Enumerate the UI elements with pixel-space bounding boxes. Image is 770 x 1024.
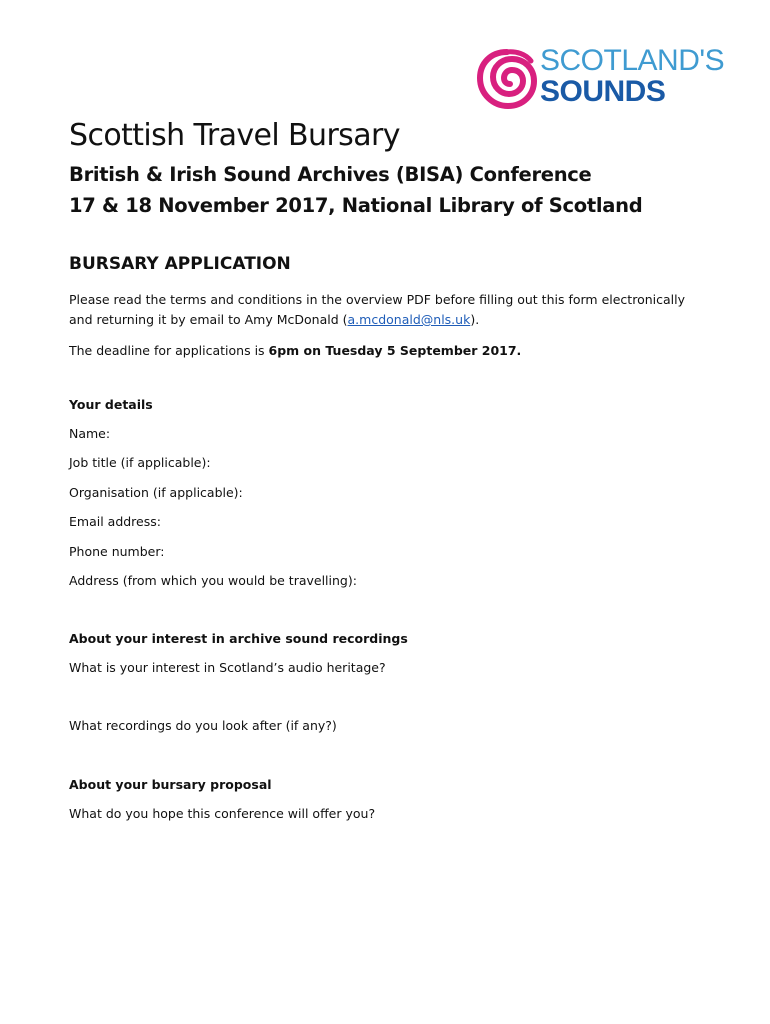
spiral-swirl-icon: [476, 44, 538, 110]
deadline-value: 6pm on Tuesday 5 September 2017.: [268, 343, 522, 358]
logo-text-sounds: SOUNDS: [540, 75, 666, 108]
document-title: Scottish Travel Bursary: [69, 118, 400, 153]
section-heading-bursary-application: BURSARY APPLICATION: [69, 254, 291, 274]
field-label-email: Email address:: [69, 514, 161, 529]
heading-proposal: About your bursary proposal: [69, 777, 272, 792]
field-label-name: Name:: [69, 426, 111, 441]
conference-date-venue: 17 & 18 November 2017, National Library of Scotland: [69, 194, 643, 217]
field-label-address: Address (from which you would be travelling):: [69, 573, 357, 588]
heading-your-details: Your details: [69, 397, 153, 412]
email-link[interactable]: a.mcdonald@nls.uk: [347, 312, 471, 327]
field-label-organisation: Organisation (if applicable):: [69, 485, 243, 500]
intro-line-2-end: ).: [470, 312, 480, 327]
intro-paragraph: [69, 290, 685, 330]
question-recordings: What recordings do you look after (if any?): [69, 718, 337, 733]
intro-line-1: Please read the terms and conditions in the overview PDF before filling out this form electronically: [69, 292, 685, 307]
question-conference-offer: What do you hope this conference will offer you?: [69, 806, 376, 821]
scotlands-sounds-logo: [476, 44, 738, 114]
question-interest-heritage: What is your interest in Scotland’s audio heritage?: [69, 660, 386, 675]
field-label-job-title: Job title (if applicable):: [69, 455, 211, 470]
conference-name: British & Irish Sound Archives (BISA) Conference: [69, 163, 592, 186]
deadline-paragraph: [69, 341, 521, 361]
intro-line-2-start: and returning it by email to Amy McDonald (: [69, 312, 348, 327]
field-label-phone: Phone number:: [69, 544, 165, 559]
deadline-prefix: The deadline for applications is: [69, 343, 269, 358]
heading-interest: About your interest in archive sound recordings: [69, 631, 408, 646]
logo-text-scotlands: SCOTLAND'S: [540, 44, 725, 77]
